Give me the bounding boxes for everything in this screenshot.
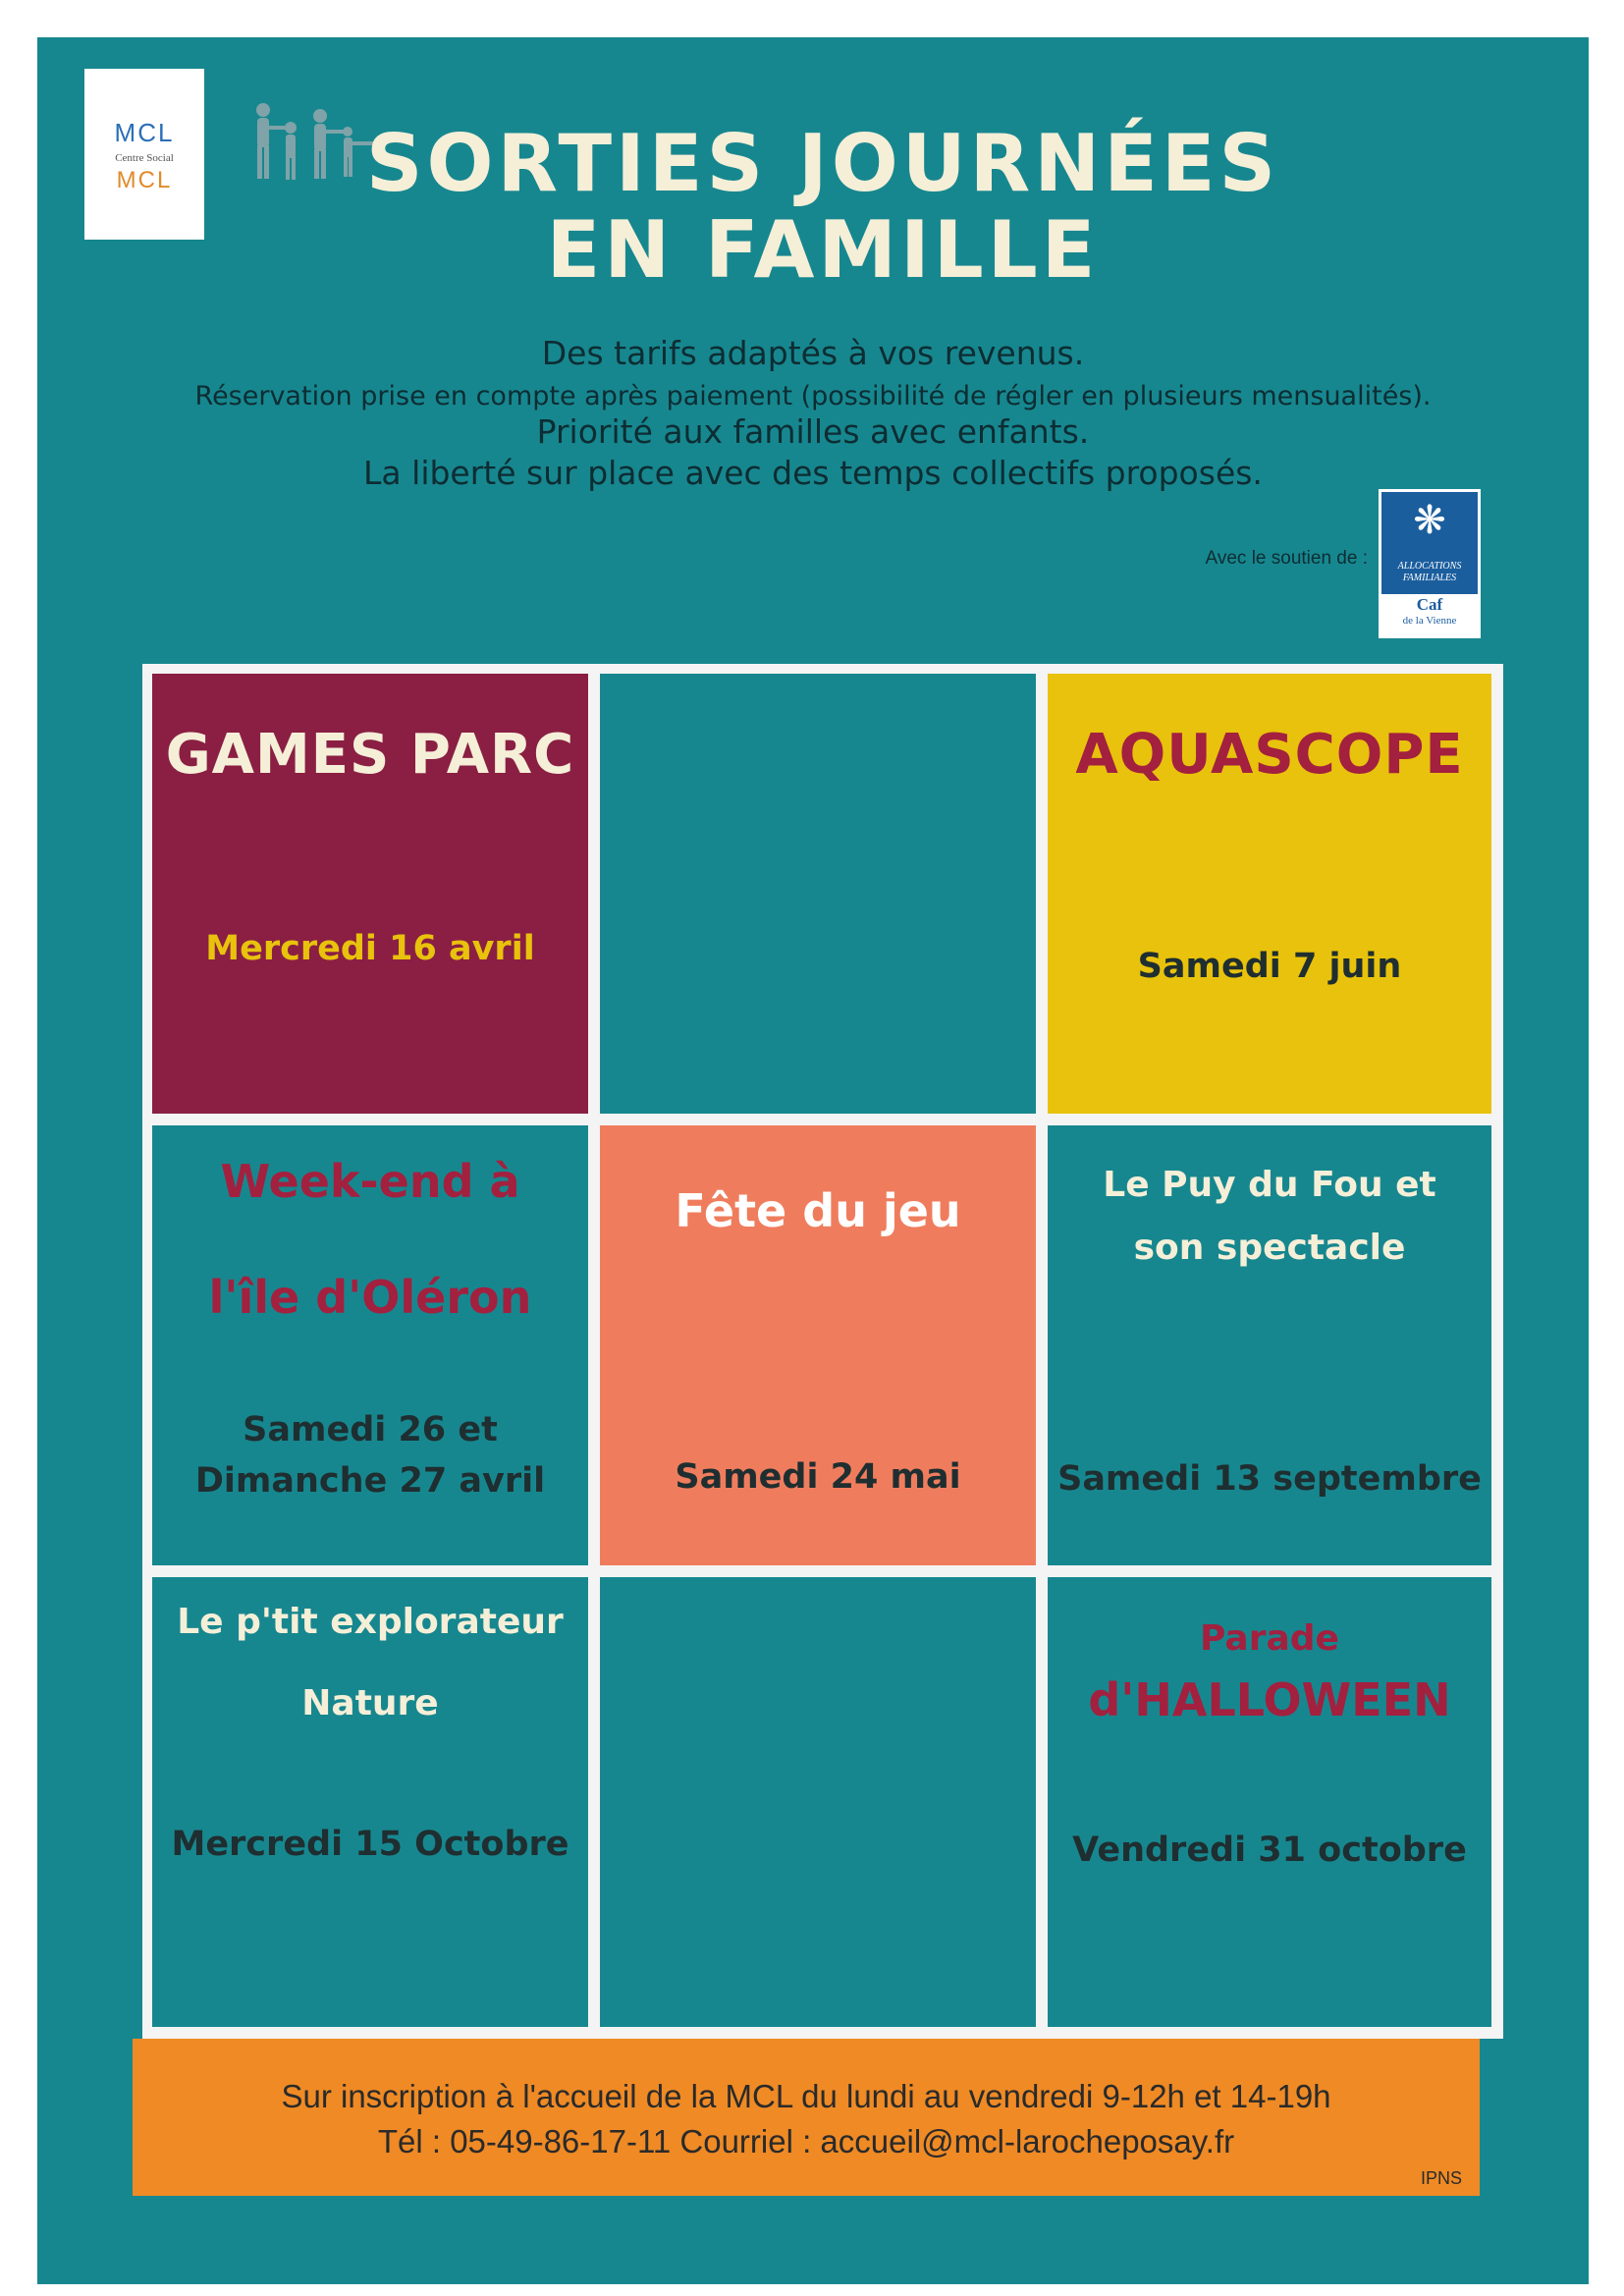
intro-line2: Réservation prise en compte après paiement (possibilité de régler en plusieurs mensualités). (194, 381, 1432, 411)
event-date-line1: Samedi 26 et (243, 1410, 498, 1449)
event-card-ptit-explorateur (152, 1577, 588, 2027)
footer-line2: Tél : 05-49-86-17-11 Courriel : accueil@mcl-larocheposay.fr (377, 2123, 1235, 2159)
event-card-puy-du-fou (1048, 1125, 1491, 1565)
ipns-label: IPNS (1420, 2168, 1462, 2188)
event-card-fete-du-jeu (600, 1125, 1036, 1565)
event-title-line1: Le Puy du Fou et (1103, 1165, 1436, 1205)
event-title-line2: Nature (301, 1683, 439, 1723)
caf-logo-short: Caf (1416, 595, 1443, 614)
caf-emblem-icon: ❋ (1413, 498, 1446, 543)
intro-line4: La liberté sur place avec des temps collectifs proposés. (363, 454, 1263, 492)
page-title-line1: SORTIES JOURNÉES (365, 118, 1280, 209)
events-grid (142, 664, 1503, 2039)
event-date: Samedi 13 septembre (1057, 1459, 1482, 1499)
event-title-line2: son spectacle (1133, 1228, 1406, 1268)
event-date: Mercredi 16 avril (205, 929, 535, 968)
empty-cell (600, 674, 1036, 1114)
event-date: Vendredi 31 octobre (1072, 1831, 1467, 1870)
intro-line1: Des tarifs adaptés à vos revenus. (541, 334, 1085, 372)
event-title: GAMES PARC (165, 723, 575, 787)
event-title-line2: l'île d'Oléron (208, 1271, 532, 1324)
caf-logo (1379, 489, 1481, 638)
caf-logo-region: de la Vienne (1402, 615, 1457, 627)
footer-banner (133, 2039, 1480, 2196)
support-label: Avec le soutien de : (1205, 548, 1368, 569)
event-title-line1: Le p'tit explorateur (177, 1602, 564, 1642)
event-date: Mercredi 15 Octobre (171, 1825, 569, 1864)
event-date: Samedi 24 mai (675, 1457, 961, 1497)
poster (37, 37, 1589, 2284)
event-title-line2: d'HALLOWEEN (1088, 1673, 1451, 1726)
mcl-logo-middle: Centre Social (115, 152, 174, 164)
mcl-logo (84, 69, 204, 240)
intro-line3: Priorité aux familles avec enfants. (536, 412, 1090, 451)
event-title-line1: Parade (1200, 1618, 1339, 1659)
event-card-aquascope (1048, 674, 1491, 1114)
mcl-logo-bottom: MCL (116, 167, 173, 193)
caf-logo-bottom (1379, 595, 1481, 627)
event-title: Fête du jeu (675, 1184, 961, 1237)
event-date-line2: Dimanche 27 avril (194, 1461, 546, 1501)
caf-logo-name: ALLOCATIONS FAMILIALES (1397, 561, 1462, 583)
mcl-logo-top: MCL (114, 118, 175, 147)
event-card-games-parc (152, 674, 588, 1114)
caf-logo-top (1381, 492, 1478, 594)
event-title: AQUASCOPE (1075, 723, 1464, 787)
event-card-parade-halloween (1048, 1577, 1491, 2027)
event-date: Samedi 7 juin (1137, 947, 1402, 986)
event-card-weekend-oleron (152, 1125, 588, 1565)
empty-cell (600, 1577, 1036, 2027)
event-title-line1: Week-end à (220, 1155, 520, 1208)
page-title-line2: EN FAMILLE (546, 204, 1100, 296)
footer-line1: Sur inscription à l'accueil de la MCL du lundi au vendredi 9-12h et 14-19h (281, 2078, 1331, 2114)
